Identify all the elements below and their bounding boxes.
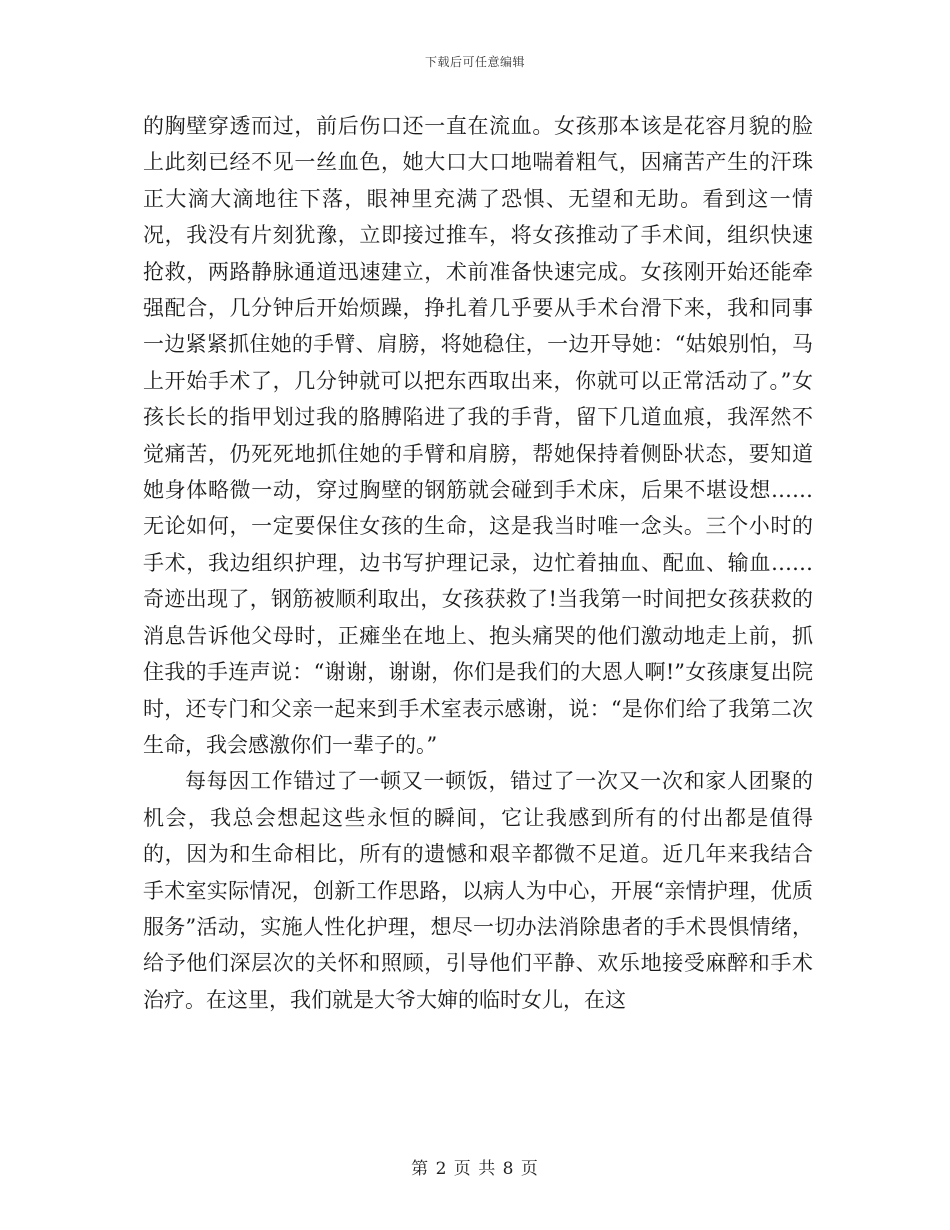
page-header: 下载后可任意编辑 [424, 55, 525, 69]
paragraph-2: 每每因工作错过了一顿又一顿饭，错过了一次又一次和家人团聚的机会，我总会想起这些永恒的瞬间，它让我感到所有的付出都是值得的，因为和生命相比，所有的遗憾和艰辛都微不足道。近几年来我结合手术室实际情况，创新工作思路，以病人为中心，开展“亲情护理，优质服务”活动，实施人性化护理，想尽一切办法消除患者的手术畏惧情绪，给予他们深层次的关怀和照顾，引导他们平静、欢乐地接受麻醉和手术治疗。在这里，我们就是大爷大婶的临时女儿，在这 [143, 769, 813, 1012]
document-body [143, 108, 813, 1018]
paragraph-1: 的胸壁穿透而过，前后伤口还一直在流血。女孩那本该是花容月貌的脸上此刻已经不见一丝血色，她大口大口地喘着粗气，因痛苦产生的汗珠正大滴大滴地往下落，眼神里充满了恐惧、无望和无助。看到这一情况，我没有片刻犹豫，立即接过推车，将女孩推动了手术间，组织快速抢救，两路静脉通道迅速建立，术前准备快速完成。女孩刚开始还能牵强配合，几分钟后开始烦躁，挣扎着几乎要从手术台滑下来，我和同事一边紧紧抓住她的手臂、肩膀，将她稳住，一边开导她：“姑娘别怕，马上开始手术了，几分钟就可以把东西取出来，你就可以正常活动了。”女孩长长的指甲划过我的胳膊陷进了我的手背，留下几道血痕，我浑然不觉痛苦，仍死死地抓住她的手臂和肩膀，帮她保持着侧卧状态，要知道她身体略微一动，穿过胸壁的钢筋就会碰到手术床，后果不堪设想……无论如何，一定要保住女孩的生命，这是我当时唯一念头。三个小时的手术，我边组织护理，边书写护理记录，边忙着抽血、配血、输血……奇迹出现了，钢筋被顺利取出，女孩获救了!当我第一时间把女孩获救的消息告诉他父母时，正瘫坐在地上、抱头痛哭的他们激动地走上前，抓住我的手连声说：“谢谢，谢谢，你们是我们的大恩人啊!”女孩康复出院时，还专门和父亲一起来到手术室表示感谢，说：“是你们给了我第二次生命，我会感激你们一辈子的。” [143, 114, 813, 757]
page-footer: 第 2 页 共 8 页 [411, 1159, 539, 1179]
